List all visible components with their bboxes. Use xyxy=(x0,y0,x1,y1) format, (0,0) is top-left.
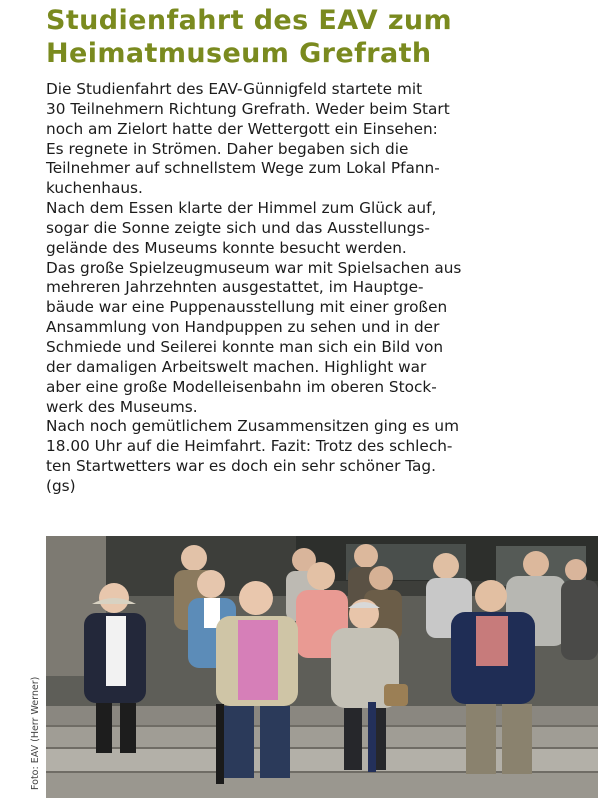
photo-credit: Foto: EAV (Herr Werner) xyxy=(30,676,41,790)
article-line: werk des Museums. xyxy=(46,397,198,416)
article-line: mehreren Jahrzehnten ausgestattet, im Hauptge- xyxy=(46,278,424,297)
article-line: Es regnete in Strömen. Daher begaben sich die xyxy=(46,139,409,158)
group-photo xyxy=(46,536,598,798)
article-line: Nach noch gemütlichem Zusammensitzen ging es um xyxy=(46,417,460,436)
article-body xyxy=(46,80,600,497)
article-line: Nach dem Essen klarte der Himmel zum Glück auf, xyxy=(46,199,437,218)
article-line: kuchenhaus. xyxy=(46,179,143,198)
article-line: sogar die Sonne zeigte sich und das Ausstellungs- xyxy=(46,218,430,237)
headline-line-1: Studienfahrt des EAV zum xyxy=(46,5,453,36)
article-line: 18.00 Uhr auf die Heimfahrt. Fazit: Trotz des schlech- xyxy=(46,437,453,456)
article-line: Teilnehmer auf schnellstem Wege zum Lokal Pfann- xyxy=(46,159,440,178)
article-line: Ansammlung von Handpuppen zu sehen und in der xyxy=(46,318,440,337)
article-line: (gs) xyxy=(46,476,76,495)
headline-line-2: Heimatmuseum Grefrath xyxy=(46,38,432,69)
article-line: Die Studienfahrt des EAV-Günnigfeld startete mit xyxy=(46,80,423,98)
article-line: ten Startwetters war es doch ein sehr schöner Tag. xyxy=(46,457,436,476)
article-line: gelände des Museums konnte besucht werden. xyxy=(46,238,407,257)
article-line: Schmiede und Seilerei konnte man sich ein Bild von xyxy=(46,337,444,356)
article-line: Das große Spielzeugmuseum war mit Spielsachen aus xyxy=(46,258,462,277)
article-line: 30 Teilnehmern Richtung Grefrath. Weder beim Start xyxy=(46,99,450,118)
article-line: der damaligen Arbeitswelt machen. Highlight war xyxy=(46,357,427,376)
article-line: aber eine große Modelleisenbahn im oberen Stock- xyxy=(46,377,437,396)
article-line: bäude war eine Puppenausstellung mit einer großen xyxy=(46,298,448,317)
article-headline xyxy=(46,4,566,70)
article-line: noch am Zielort hatte der Wettergott ein Einsehen: xyxy=(46,119,438,138)
